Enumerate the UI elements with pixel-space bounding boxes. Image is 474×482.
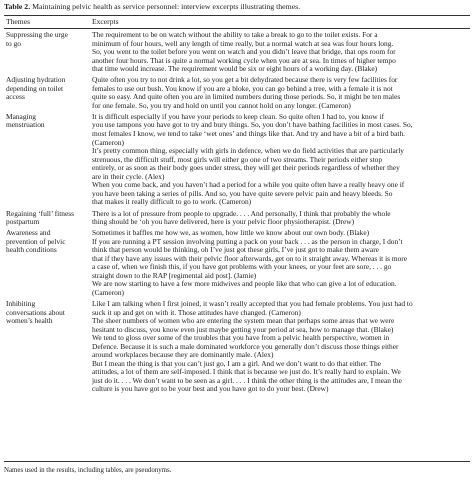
excerpt-line: Sometimes it baffles me how we, as women, how little we know about our own body. (Blake) [92, 228, 370, 238]
excerpt-line: that makes it really difficult to go to work. (Cameron) [92, 197, 252, 207]
theme-line: health conditions [6, 245, 57, 255]
excerpt-cell [92, 229, 468, 297]
excerpt-line: Like I am talking when I first joined, it wasn’t really accepted that you had female problems. You just had to [92, 299, 413, 308]
excerpt-line: But I mean the thing is that you can’t just go, I am a girl. And we don’t want to do that either. The [92, 358, 382, 368]
excerpt-line: for one female. So, you try and hold on until you cannot hold on any longer. (Cameron) [92, 100, 351, 110]
theme-cell [6, 300, 86, 326]
table-label: Table 2. [4, 2, 31, 11]
excerpt-line: think that person would be thinking, oh I’ve just got these girls, I’ve just got to make them aware [92, 245, 379, 255]
table-title: Maintaining pelvic health as service personnel: interview excerpts illustrating themes. [32, 2, 301, 11]
excerpt-line: are in their cycle. (Alex) [92, 171, 165, 181]
excerpt-line: Defence. Because it is such a male dominated workforce you generally don’t discuss those things either [92, 341, 399, 351]
excerpt-line: you use tampons you have got to try and bury things. So, you don’t have bathing facilities in most cases. So, [92, 120, 413, 130]
excerpt-line: We are now starting to have a few more midwives and people like that who can give a lot of education. [92, 279, 397, 289]
excerpt-cell [92, 300, 468, 394]
excerpt-line: thing should be ‘oh you have delivered, here is your pelvic floor physiotherapist. (Drew) [92, 217, 355, 227]
theme-line: conversations about [6, 307, 65, 317]
excerpt-line: The requirement to be on watch without the ability to take a break to go to the toilet exists. For a [92, 30, 378, 39]
excerpt-line: females to use out bush. You know if you are a bloke, you can go behind a tree, with a female it is not [92, 83, 393, 93]
excerpt-cell [92, 31, 468, 74]
excerpt-line: straight down to the RAP [regimental aid post]. (Jamie) [92, 270, 257, 280]
excerpt-line: attitudes, a lot of them are self-imposed. I think that is because we just do. It’s really hard to explain. We [92, 367, 401, 377]
theme-line: prevention of pelvic [6, 236, 66, 246]
theme-line: depending on toilet [6, 83, 64, 93]
theme-line: Awareness and [6, 228, 51, 238]
excerpt-line: quite so easy. And quite often you are in limited numbers during those periods. So, it might be ten males [92, 92, 401, 102]
theme-cell [6, 113, 86, 130]
table-footnote: Names used in the results, including tables, are pseudonyms. [4, 467, 172, 474]
excerpt-line: another four hours. That is quite a normal working cycle when you are at sea. In times of higher tempo [92, 55, 396, 65]
excerpt-line: It is difficult especially if you have your periods to keep clean. So quite often I had to, you know if [92, 111, 385, 121]
excerpt-line: most females I know, we tend to take ‘wet ones’ and things like that. And try and have a bit of a bird bath. [92, 129, 405, 139]
excerpt-line: strenuous, the difficult stuff, most girls will either go one of two streams. Their periods either stop [92, 154, 383, 164]
theme-line: women’s health [6, 316, 53, 326]
excerpt-line: entirely, or as soon as their body goes under stress, they will get their periods regardless of whether they [92, 163, 400, 173]
header-rule [4, 28, 470, 29]
excerpt-line: suck it up and get on with it. Those attitudes have changed. (Cameron) [92, 307, 301, 317]
excerpt-line: minimum of four hours, well any length of time really, but a normal watch at sea was four hours long. [92, 38, 394, 48]
excerpt-line: The sheer numbers of women who are entering the system mean that perhaps some areas that we were [92, 316, 395, 326]
theme-line: Suppressing the urge [6, 30, 68, 39]
table-caption [4, 2, 300, 12]
excerpt-line: around workplaces because they are dominantly male. (Alex) [92, 350, 274, 360]
excerpt-line: that time would increase. The requirement would be six or eight hours of a working day. (Blake) [92, 64, 378, 74]
excerpt-line: (Cameron) [92, 287, 125, 297]
theme-line: to go [6, 38, 21, 48]
excerpt-line: If you are running a PT session involving putting a pack on your back . . . as the person in charge, I don’t [92, 236, 403, 246]
theme-line: Regaining ‘full’ fitness [6, 208, 75, 218]
excerpt-line: just do it. . . . We don’t want to be seen as a girl. . . . I think the other thing is the attitudes are, I mean the [92, 375, 402, 385]
excerpt-line: Quite often you try to not drink a lot, so you get a bit dehydrated because there is very few facilities for [92, 75, 398, 85]
excerpt-line: When you come back, and you haven’t had a period for a while you quite often have a really heavy one if [92, 180, 405, 190]
excerpt-line: hesitant to discuss, you know even just maybe getting your period at sea, how to manage that. (Blake) [92, 324, 394, 334]
theme-line: Managing [6, 111, 36, 121]
excerpt-line: So, you went to the toilet before you went on watch and you didn’t leave that bridge, that ops room for [92, 47, 396, 57]
excerpt-line: that if they have any issues with their pelvic floor afterwards, get on to it straight away. Whereas it is more [92, 253, 408, 263]
excerpt-line: It’s pretty common thing, especially with girls in defence, when we do field activities that are particularly [92, 146, 404, 156]
theme-cell [6, 31, 86, 48]
excerpt-line: (Cameron) [92, 137, 125, 147]
excerpt-cell [92, 210, 468, 227]
theme-cell [6, 76, 86, 102]
theme-line: Adjusting hydration [6, 75, 66, 85]
theme-line: menstruation [6, 120, 45, 130]
excerpt-cell [92, 113, 468, 207]
theme-cell [6, 210, 86, 227]
theme-line: Inhibiting [6, 299, 36, 308]
theme-cell [6, 229, 86, 255]
header-themes: Themes [6, 17, 31, 26]
header-excerpts: Excerpts [92, 17, 119, 26]
excerpt-line: We tend to gloss over some of the troubles that you have from a pelvic health perspective, women in [92, 333, 390, 343]
excerpt-line: There is a lot of pressure from people to upgrade. . . . And personally, I think that probably the whole [92, 208, 391, 218]
theme-line: postpartum [6, 217, 40, 227]
bottom-rule [4, 461, 470, 462]
top-rule [4, 15, 470, 16]
excerpt-cell [92, 76, 468, 110]
excerpt-line: you have been taking a series of pills. And so, you have quite severe pelvic pain and heavy bleeds. So [92, 188, 393, 198]
excerpt-line: culture is you have got to be your best and you have got to do your best. (Drew) [92, 384, 329, 394]
theme-line: access [6, 92, 25, 102]
excerpt-line: a case of, when we finish this, if you have got problems with your knees, or your feet are sore, . . . go [92, 262, 392, 272]
